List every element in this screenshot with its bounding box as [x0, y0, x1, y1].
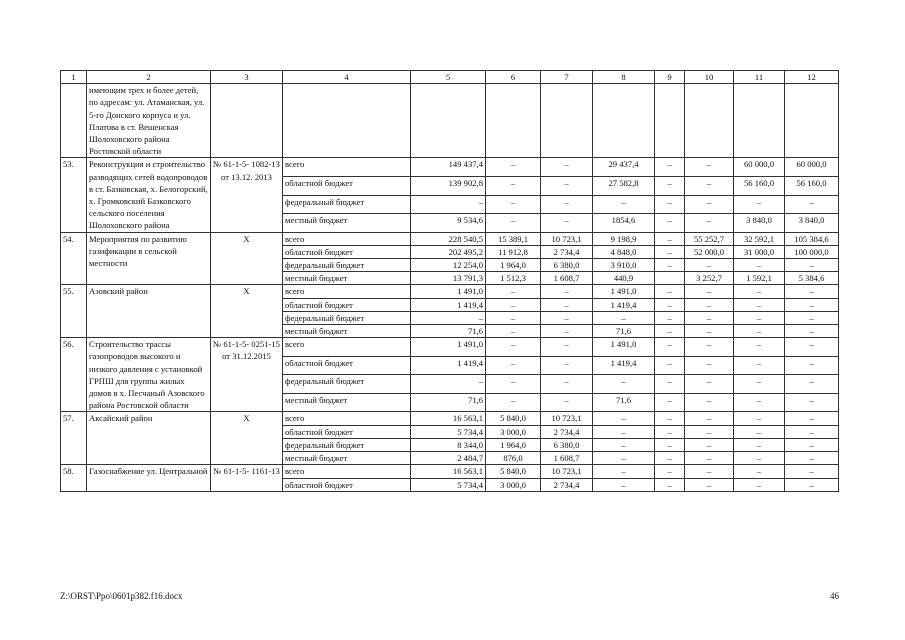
amount-cell: –	[734, 465, 785, 478]
amount-cell: –	[541, 325, 593, 338]
table-row	[61, 285, 839, 298]
amount-cell: –	[734, 298, 785, 311]
amount-cell: –	[685, 285, 734, 298]
amount-cell: –	[685, 195, 734, 214]
amount-cell: 2 734,4	[541, 478, 593, 491]
amount-cell: 60 000,0	[785, 158, 839, 177]
amount-cell: –	[685, 478, 734, 491]
amount-cell: –	[411, 311, 486, 324]
funding-source: областной бюджет	[283, 425, 411, 438]
amount-cell: –	[655, 452, 685, 465]
column-number: 3	[211, 71, 283, 84]
funding-source: всего	[283, 158, 411, 177]
amount-cell: 9 198,9	[593, 232, 655, 245]
amount-cell: 71,6	[593, 393, 655, 412]
object-name: Реконструкция и строительство разводящих сетей водопроводов в ст. Базковская, х. Белогорский, х. Громковский Базковского сельского поселения Шолоховского района	[87, 158, 211, 232]
funding-source: областной бюджет	[283, 245, 411, 258]
amount-cell	[785, 84, 839, 158]
amount-cell	[685, 84, 734, 158]
amount-cell: –	[486, 176, 541, 195]
document-ref: № 61-1-5- 1161-13	[211, 465, 283, 491]
amount-cell	[486, 84, 541, 158]
amount-cell: 1 491,0	[593, 285, 655, 298]
amount-cell: –	[785, 356, 839, 375]
amount-cell: –	[785, 412, 839, 425]
amount-cell: 3 000,0	[486, 478, 541, 491]
object-name: Азовский район	[87, 285, 211, 338]
amount-cell: –	[486, 311, 541, 324]
amount-cell: 16 563,1	[411, 465, 486, 478]
amount-cell: –	[785, 425, 839, 438]
amount-cell: 56 160,0	[785, 176, 839, 195]
amount-cell: –	[655, 478, 685, 491]
document-ref: Х	[211, 412, 283, 465]
amount-cell: –	[785, 465, 839, 478]
row-number: 53.	[61, 158, 87, 232]
amount-cell: –	[486, 375, 541, 394]
amount-cell: –	[541, 298, 593, 311]
amount-cell: 1 419,4	[593, 356, 655, 375]
amount-cell: 3 840,0	[785, 214, 839, 233]
amount-cell: 5 734,4	[411, 425, 486, 438]
amount-cell: –	[785, 325, 839, 338]
amount-cell: 202 495,2	[411, 245, 486, 258]
amount-cell: –	[541, 195, 593, 214]
row-number	[61, 84, 87, 158]
table-row	[61, 338, 839, 357]
document-ref	[211, 84, 283, 158]
amount-cell: –	[655, 232, 685, 245]
row-number: 57.	[61, 412, 87, 465]
amount-cell: –	[541, 393, 593, 412]
amount-cell: 56 160,0	[734, 176, 785, 195]
amount-cell: 1 419,4	[411, 298, 486, 311]
amount-cell: –	[655, 338, 685, 357]
amount-cell: –	[655, 298, 685, 311]
amount-cell: –	[411, 375, 486, 394]
amount-cell: 52 000,0	[685, 245, 734, 258]
amount-cell: 29 437,4	[593, 158, 655, 177]
amount-cell: –	[685, 452, 734, 465]
amount-cell: –	[655, 393, 685, 412]
amount-cell: –	[685, 338, 734, 357]
amount-cell: –	[655, 285, 685, 298]
row-number: 55.	[61, 285, 87, 338]
object-name: Аксайский район	[87, 412, 211, 465]
amount-cell: –	[734, 285, 785, 298]
amount-cell: –	[655, 158, 685, 177]
amount-cell: –	[655, 465, 685, 478]
amount-cell: –	[486, 356, 541, 375]
amount-cell: –	[541, 176, 593, 195]
amount-cell: 149 437,4	[411, 158, 486, 177]
amount-cell: –	[541, 338, 593, 357]
amount-cell: 31 000,0	[734, 245, 785, 258]
amount-cell: –	[655, 259, 685, 272]
funding-source: всего	[283, 232, 411, 245]
amount-cell: –	[785, 452, 839, 465]
object-name: Мероприятия по развитию газификации в сельской местности	[87, 232, 211, 285]
amount-cell: –	[486, 214, 541, 233]
funding-source: федеральный бюджет	[283, 311, 411, 324]
amount-cell: –	[486, 325, 541, 338]
amount-cell: –	[785, 298, 839, 311]
funding-source: областной бюджет	[283, 478, 411, 491]
amount-cell: –	[685, 214, 734, 233]
amount-cell: 1 512,3	[486, 272, 541, 285]
amount-cell: –	[593, 452, 655, 465]
amount-cell: –	[734, 195, 785, 214]
table-row	[61, 232, 839, 245]
funding-source: областной бюджет	[283, 298, 411, 311]
amount-cell: –	[685, 176, 734, 195]
amount-cell: –	[785, 259, 839, 272]
amount-cell: –	[734, 259, 785, 272]
amount-cell: 100 000,0	[785, 245, 839, 258]
amount-cell: –	[486, 298, 541, 311]
funding-source: федеральный бюджет	[283, 375, 411, 394]
amount-cell: 1 419,4	[411, 356, 486, 375]
document-ref: Х	[211, 285, 283, 338]
amount-cell: 876,0	[486, 452, 541, 465]
amount-cell: 11 912,8	[486, 245, 541, 258]
funding-source: всего	[283, 285, 411, 298]
amount-cell: –	[785, 285, 839, 298]
amount-cell: 1 964,0	[486, 438, 541, 451]
amount-cell: –	[655, 438, 685, 451]
amount-cell: 8 344,0	[411, 438, 486, 451]
amount-cell: –	[785, 393, 839, 412]
amount-cell: –	[685, 311, 734, 324]
budget-table	[60, 70, 839, 492]
amount-cell: –	[685, 325, 734, 338]
amount-cell: –	[593, 465, 655, 478]
amount-cell: 10 723,1	[541, 412, 593, 425]
column-number: 12	[785, 71, 839, 84]
file-path: Z:\ORST\Ppo\0601p382.f16.docx	[60, 591, 183, 601]
funding-source: областной бюджет	[283, 176, 411, 195]
amount-cell: 3 840,0	[734, 214, 785, 233]
amount-cell: 27 582,8	[593, 176, 655, 195]
amount-cell: 105 384,6	[785, 232, 839, 245]
amount-cell: 6 380,0	[541, 438, 593, 451]
amount-cell: –	[785, 438, 839, 451]
amount-cell: 6 380,0	[541, 259, 593, 272]
funding-source: федеральный бюджет	[283, 259, 411, 272]
document-ref: № 61-1-5- 1082-13 от 13.12. 2013	[211, 158, 283, 232]
column-number: 9	[655, 71, 685, 84]
amount-cell: –	[785, 478, 839, 491]
funding-source: местный бюджет	[283, 393, 411, 412]
amount-cell: –	[486, 393, 541, 412]
amount-cell: –	[486, 195, 541, 214]
amount-cell: –	[734, 438, 785, 451]
column-number-row	[61, 71, 839, 84]
column-number: 4	[283, 71, 411, 84]
amount-cell: –	[734, 338, 785, 357]
amount-cell: 1 964,0	[486, 259, 541, 272]
amount-cell: –	[685, 375, 734, 394]
row-number: 54.	[61, 232, 87, 285]
funding-source: местный бюджет	[283, 272, 411, 285]
amount-cell: 1 491,0	[593, 338, 655, 357]
amount-cell: 440,9	[593, 272, 655, 285]
amount-cell: 2 484,7	[411, 452, 486, 465]
amount-cell: 32 592,1	[734, 232, 785, 245]
amount-cell: –	[655, 375, 685, 394]
amount-cell: –	[685, 158, 734, 177]
amount-cell	[541, 84, 593, 158]
object-name: Газоснабжение ул. Центральной	[87, 465, 211, 491]
amount-cell: 2 734,4	[541, 425, 593, 438]
amount-cell: –	[655, 425, 685, 438]
amount-cell: –	[734, 325, 785, 338]
amount-cell: –	[655, 214, 685, 233]
document-ref: № 61-1-5- 0251-15 от 31.12.2015	[211, 338, 283, 412]
amount-cell: –	[734, 375, 785, 394]
amount-cell: –	[734, 311, 785, 324]
amount-cell: 5 734,4	[411, 478, 486, 491]
object-name: Строительство трассы газопроводов высокого и низкого давления с установкой ГРПШ для группы жилых домов в х. Песчаный Азовского района Ростовской области	[87, 338, 211, 412]
column-number: 6	[486, 71, 541, 84]
amount-cell: 4 848,0	[593, 245, 655, 258]
amount-cell: –	[593, 425, 655, 438]
amount-cell: –	[655, 325, 685, 338]
amount-cell: –	[593, 375, 655, 394]
amount-cell: –	[734, 393, 785, 412]
amount-cell: –	[734, 412, 785, 425]
amount-cell: –	[734, 452, 785, 465]
amount-cell: –	[593, 311, 655, 324]
amount-cell: –	[593, 412, 655, 425]
row-number: 56.	[61, 338, 87, 412]
amount-cell: –	[541, 158, 593, 177]
column-number: 10	[685, 71, 734, 84]
amount-cell: –	[685, 298, 734, 311]
amount-cell: 3 252,7	[685, 272, 734, 285]
funding-source: местный бюджет	[283, 214, 411, 233]
table-body	[61, 71, 839, 492]
table-row	[61, 465, 839, 478]
amount-cell: –	[541, 356, 593, 375]
amount-cell: 2 734,4	[541, 245, 593, 258]
amount-cell: 1854,6	[593, 214, 655, 233]
table-row	[61, 412, 839, 425]
amount-cell: 139 902,8	[411, 176, 486, 195]
funding-source: всего	[283, 412, 411, 425]
amount-cell	[411, 84, 486, 158]
table-row	[61, 158, 839, 177]
amount-cell: –	[486, 285, 541, 298]
amount-cell: –	[486, 338, 541, 357]
amount-cell: –	[593, 195, 655, 214]
funding-source: всего	[283, 338, 411, 357]
amount-cell: –	[685, 393, 734, 412]
amount-cell: 1 491,0	[411, 338, 486, 357]
amount-cell: 1 491,0	[411, 285, 486, 298]
amount-cell: 15 389,1	[486, 232, 541, 245]
funding-source: федеральный бюджет	[283, 438, 411, 451]
amount-cell: –	[655, 176, 685, 195]
column-number: 8	[593, 71, 655, 84]
amount-cell: –	[685, 465, 734, 478]
amount-cell: –	[655, 195, 685, 214]
amount-cell: –	[593, 478, 655, 491]
amount-cell: –	[541, 311, 593, 324]
amount-cell: –	[734, 425, 785, 438]
funding-source: всего	[283, 465, 411, 478]
amount-cell: 16 563,1	[411, 412, 486, 425]
amount-cell: 228 540,5	[411, 232, 486, 245]
amount-cell: 10 723,1	[541, 465, 593, 478]
amount-cell: –	[685, 259, 734, 272]
amount-cell: –	[685, 438, 734, 451]
amount-cell: 71,6	[593, 325, 655, 338]
document-ref: Х	[211, 232, 283, 285]
amount-cell: –	[541, 375, 593, 394]
amount-cell: –	[785, 338, 839, 357]
amount-cell: –	[655, 412, 685, 425]
amount-cell: 13 791,3	[411, 272, 486, 285]
amount-cell	[655, 272, 685, 285]
amount-cell: –	[655, 356, 685, 375]
column-number: 5	[411, 71, 486, 84]
table-row	[61, 84, 839, 158]
amount-cell: –	[541, 285, 593, 298]
column-number: 1	[61, 71, 87, 84]
amount-cell: 1 419,4	[593, 298, 655, 311]
row-number: 58.	[61, 465, 87, 491]
amount-cell	[734, 84, 785, 158]
amount-cell: –	[734, 356, 785, 375]
amount-cell: –	[541, 214, 593, 233]
funding-source	[283, 84, 411, 158]
funding-source: местный бюджет	[283, 452, 411, 465]
amount-cell: –	[785, 375, 839, 394]
amount-cell: –	[411, 195, 486, 214]
amount-cell: 60 000,0	[734, 158, 785, 177]
amount-cell: 71,6	[411, 393, 486, 412]
amount-cell: 1 608,7	[541, 272, 593, 285]
amount-cell: –	[785, 195, 839, 214]
amount-cell: –	[655, 245, 685, 258]
amount-cell: –	[655, 311, 685, 324]
funding-source: местный бюджет	[283, 325, 411, 338]
funding-source: федеральный бюджет	[283, 195, 411, 214]
column-number: 7	[541, 71, 593, 84]
amount-cell: –	[685, 425, 734, 438]
column-number: 11	[734, 71, 785, 84]
amount-cell: –	[785, 311, 839, 324]
amount-cell: 1 592,1	[734, 272, 785, 285]
column-number: 2	[87, 71, 211, 84]
amount-cell: 1 608,7	[541, 452, 593, 465]
amount-cell	[655, 84, 685, 158]
amount-cell: –	[593, 438, 655, 451]
object-name: имеющим трех и более детей, по адресам: ул. Атаманская, ул. 5-го Донского корпуса и ул. Платова в ст. Вешенская Шолоховского района Ростовской области	[87, 84, 211, 158]
funding-source: областной бюджет	[283, 356, 411, 375]
amount-cell: 5 384,6	[785, 272, 839, 285]
amount-cell: –	[685, 412, 734, 425]
amount-cell: –	[486, 158, 541, 177]
amount-cell	[593, 84, 655, 158]
amount-cell: 3 000,0	[486, 425, 541, 438]
amount-cell: 5 840,0	[486, 412, 541, 425]
amount-cell: 55 252,7	[685, 232, 734, 245]
amount-cell: 9 534,6	[411, 214, 486, 233]
amount-cell: –	[734, 478, 785, 491]
amount-cell: 3 910,0	[593, 259, 655, 272]
amount-cell: 5 840,0	[486, 465, 541, 478]
amount-cell: –	[685, 356, 734, 375]
amount-cell: 10 723,1	[541, 232, 593, 245]
amount-cell: 71,6	[411, 325, 486, 338]
amount-cell: 12 254,0	[411, 259, 486, 272]
page-number: 46	[830, 591, 839, 601]
